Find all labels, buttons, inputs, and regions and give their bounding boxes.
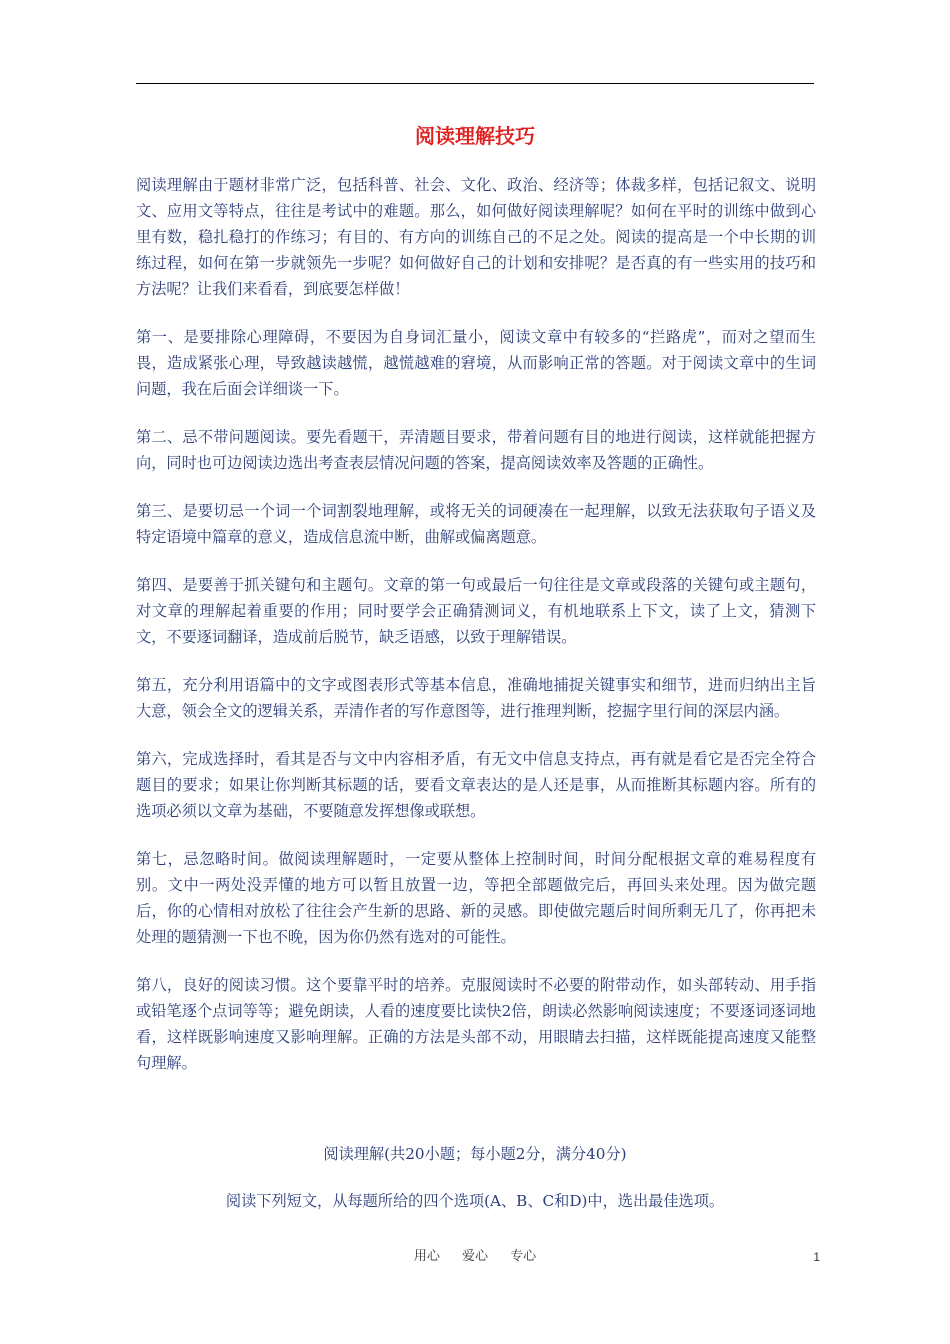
tip-paragraph-2: 第二、忌不带问题阅读。要先看题干，弄清题目要求，带着问题有目的地进行阅读，这样就能把握方向，同时也可边阅读边选出考查表层情况问题的答案，提高阅读效率及答题的正确性。	[136, 428, 816, 472]
page-number: 1	[813, 1250, 820, 1264]
intro-paragraph: 阅读理解由于题材非常广泛，包括科普、社会、文化、政治、经济等；体裁多样，包括记叙文、说明文、应用文等特点，往往是考试中的难题。那么，如何做好阅读理解呢？如何在平时的训练中做到心里有数，稳扎稳打的作练习；有目的、有方向的训练自己的不足之处。阅读的提高是一个中长期的训练过程，如何在第一步就领先一步呢？如何做好自己的计划和安排呢？是否真的有一些实用的技巧和方法呢？让我们来看看，到底要怎样做！	[136, 176, 816, 298]
header-rule	[136, 83, 814, 84]
document-body	[136, 172, 816, 1098]
tip-paragraph-1: 第一、是要排除心理障碍，不要因为自身词汇量小，阅读文章中有较多的“拦路虎”，而对之望而生畏，造成紧张心理，导致越读越慌，越慌越难的窘境，从而影响正常的答题。对于阅读文章中的生词问题，我在后面会详细谈一下。	[136, 328, 816, 398]
tip-paragraph-4: 第四、是要善于抓关键句和主题句。文章的第一句或最后一句往往是文章或段落的关键句或主题句，对文章的理解起着重要的作用；同时要学会正确猜测词义，有机地联系上下文，读了上文，猜测下文，不要逐词翻译，造成前后脱节，缺乏语感，以致于理解错误。	[136, 576, 816, 646]
footer-motto: 用心 爱心 专心	[413, 1249, 537, 1264]
tip-paragraph-7: 第七，忌忽略时间。做阅读理解题时，一定要从整体上控制时间，时间分配根据文章的难易程度有别。文中一两处没弄懂的地方可以暂且放置一边，等把全部题做完后，再回头来处理。因为做完题后，你的心情相对放松了往往会产生新的思路、新的灵感。即使做完题后时间所剩无几了，你再把未处理的题猜测一下也不晚，因为你仍然有选对的可能性。	[136, 850, 816, 946]
tip-paragraph-8: 第八，良好的阅读习惯。这个要靠平时的培养。克服阅读时不必要的附带动作，如头部转动、用手指或铅笔逐个点词等等；避免朗读，人看的速度要比读快2倍，朗读必然影响阅读速度；不要逐词逐词地看，这样既影响速度又影响理解。正确的方法是头部不动，用眼睛去扫描，这样既能提高速度又能整句理解。	[136, 976, 816, 1072]
document-title: 阅读理解技巧	[415, 124, 535, 148]
tip-paragraph-6: 第六，完成选择时，看其是否与文中内容相矛盾，有无文中信息支持点，再有就是看它是否完全符合题目的要求；如果让你判断其标题的话，要看文章表达的是人还是事，从而推断其标题内容。所有的选项必须以文章为基础，不要随意发挥想像或联想。	[136, 750, 816, 820]
tip-paragraph-5: 第五，充分利用语篇中的文字或图表形式等基本信息，准确地捕捉关键事实和细节，进而归纳出主旨大意，领会全文的逻辑关系，弄清作者的写作意图等，进行推理判断，挖掘字里行间的深层内涵。	[136, 676, 816, 720]
tip-paragraph-3: 第三、是要切忌一个词一个词割裂地理解，或将无关的词硬凑在一起理解，以致无法获取句子语义及特定语境中篇章的意义，造成信息流中断，曲解或偏离题意。	[136, 502, 816, 546]
section-heading: 阅读理解(共20小题；每小题2分，满分40分)	[323, 1145, 627, 1163]
instruction-text: 阅读下列短文，从每题所给的四个选项(A、B、C和D)中，选出最佳选项。	[225, 1192, 725, 1210]
